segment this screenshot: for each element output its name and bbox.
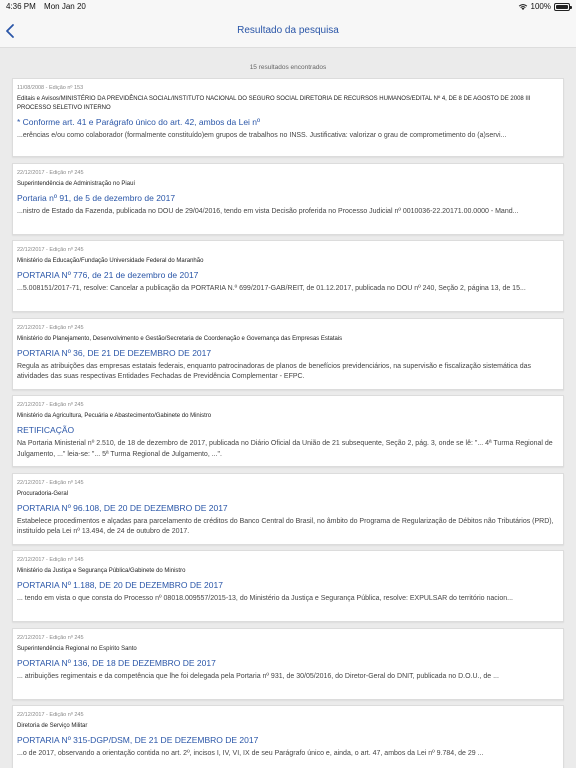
result-date-edition: 22/12/2017 - Edição nº 245: [17, 634, 84, 641]
battery-percent: 100%: [530, 2, 551, 11]
result-organization: Ministério da Justiça e Segurança Pública/Gabinete do Ministro: [17, 568, 186, 574]
result-title[interactable]: PORTARIA Nº 315-DGP/DSM, DE 21 DE DEZEMBRO DE 2017: [17, 735, 259, 745]
result-date-edition: 22/12/2017 - Edição nº 245: [17, 324, 84, 331]
result-date-edition: 22/12/2017 - Edição nº 245: [17, 247, 84, 253]
result-excerpt: ...erências e/ou como colaborador (formalmente constituído)em grupos de trabalhos no INSS. Justificativa: valorizar o grau de comprometimento do (a)servi...: [17, 132, 507, 139]
battery-icon: [554, 3, 570, 11]
result-organization: Diretoria de Serviço Militar: [17, 723, 88, 729]
result-title[interactable]: PORTARIA Nº 96.108, DE 20 DE DEZEMBRO DE 2017: [17, 502, 228, 513]
result-title[interactable]: PORTARIA Nº 136, DE 18 DE DEZEMBRO DE 2017: [17, 657, 216, 668]
result-excerpt: Regula as atribuições das empresas estatais federais, enquanto patrocinadoras de planos de benefícios previdenciários, na supervisão e fiscalização sistemática das atividades das suas respectivas Entidades Fechadas de Previdência Complementar - EFPC.: [17, 362, 532, 380]
result-excerpt: ... atribuições regimentais e da competência que lhe foi delegada pela Portaria nº 931, de 30/05/2016, do Diretor-Geral do DNIT, publicada no D.O.U., de ...: [17, 672, 499, 680]
result-excerpt: ... tendo em vista o que consta do Processo nº 08018.009557/2015-13, do Ministério da Justiça e Segurança Pública, resolve: EXPULSAR do território nacion...: [17, 595, 513, 602]
result-card[interactable]: [12, 473, 564, 545]
result-card[interactable]: [12, 628, 564, 700]
wifi-icon: [518, 3, 528, 11]
results-count: 15 resultados encontrados: [249, 64, 327, 71]
result-organization: Ministério da Agricultura, Pecuária e Abastecimento/Gabinete do Ministro: [17, 413, 212, 419]
navigation-bar: [0, 14, 576, 48]
result-title[interactable]: PORTARIA Nº 36, DE 21 DE DEZEMBRO DE 2017: [17, 347, 212, 358]
result-date-edition: 22/12/2017 - Edição nº 245: [17, 169, 84, 176]
result-card[interactable]: [12, 395, 564, 467]
result-excerpt: Estabelece procedimentos e alçadas para parcelamento de créditos do Banco Central do Brasil, no âmbito do Programa de Regularização de Débitos não Tributários (PRD), instituído pela Lei nº 13.494, de 24 de outubro de 2017.: [17, 517, 554, 535]
result-date-edition: 22/12/2017 - Edição nº 245: [17, 712, 84, 718]
result-title[interactable]: PORTARIA Nº 1.188, DE 20 DE DEZEMBRO DE 2017: [17, 580, 223, 590]
result-date-edition: 22/12/2017 - Edição nº 145: [17, 479, 84, 486]
status-bar-right: [518, 2, 570, 11]
result-organization: Superintendência Regional no Espírito Santo: [17, 645, 137, 652]
status-time: 4:36 PM: [6, 2, 36, 11]
status-bar: [0, 0, 576, 14]
result-title[interactable]: Portaria nº 91, de 5 de dezembro de 2017: [17, 192, 176, 203]
page-title: Resultado da pesquisa: [237, 25, 339, 36]
result-organization: Editais e Avisos/MINISTÉRIO DA PREVIDÊNCIA SOCIAL/INSTITUTO NACIONAL DO SEGURO SOCIAL DIRETORIA DE RECURSOS HUMANOS/EDITAL Nº 4, DE 8 DE AGOSTO DE 2008 III PROCESSO SELETIVO INTERNO: [17, 96, 531, 111]
result-organization: Ministério da Educação/Fundação Universidade Federal do Maranhão: [17, 258, 204, 264]
result-excerpt: ...o de 2017, observando a orientação contida no art. 2º, incisos I, IV, VI, IX de seu Parágrafo único e, ainda, o art. 47, ambos da Lei nº 9.784, de 29 ...: [17, 750, 484, 757]
results-scroll-view[interactable]: [0, 48, 576, 768]
result-organization: Procuradoria-Geral: [17, 490, 69, 497]
result-card[interactable]: [12, 705, 564, 768]
result-title[interactable]: * Conforme art. 41 e Parágrafo único do art. 42, ambos da Lei nº: [17, 117, 261, 127]
result-organization: Ministério do Planejamento, Desenvolvimento e Gestão/Secretaria de Coordenação e Governança das Empresas Estatais: [17, 335, 343, 342]
result-excerpt: ...5.008151/2017-71, resolve: Cancelar a publicação da PORTARIA N.º 699/2017-GAB/REIT, de 01.12.2017, publicada no DOU nº 240, Seção 2, página 13, de 15...: [17, 285, 526, 292]
result-excerpt: Na Portaria Ministerial nº 2.510, de 18 de dezembro de 2017, publicada no Diário Oficial da União de 21 subsequente, Seção 2, pág. 3, onde se lê: "... 4ª Turma Regional de Julgamento, ..." leia-se: "... 5ª Turma Regional de Julgamento, ...".: [17, 440, 553, 458]
result-title[interactable]: PORTARIA Nº 776, de 21 de dezembro de 2017: [17, 270, 199, 280]
result-date-edition: 22/12/2017 - Edição nº 145: [17, 557, 84, 563]
result-organization: Superintendência de Administração no Piauí: [17, 180, 136, 187]
result-card[interactable]: [12, 163, 564, 235]
result-card[interactable]: [12, 240, 564, 312]
status-bar-left: [6, 2, 92, 11]
result-date-edition: 22/12/2017 - Edição nº 245: [17, 402, 84, 408]
result-card[interactable]: [12, 550, 564, 622]
battery-fill: [556, 5, 568, 9]
result-card[interactable]: [12, 318, 564, 390]
result-excerpt: ...nistro de Estado da Fazenda, publicada no DOU de 29/04/2016, tendo em vista Decisão proferida no Processo Judicial nº 0010036-22.20171.00.0000 - Mand...: [17, 207, 519, 215]
result-date-edition: 11/08/2008 - Edição nº 153: [17, 85, 84, 91]
result-card[interactable]: [12, 78, 564, 157]
status-date: Mon Jan 20: [44, 2, 86, 11]
result-title[interactable]: RETIFICAÇÃO: [17, 425, 75, 435]
results-list: [0, 78, 576, 768]
